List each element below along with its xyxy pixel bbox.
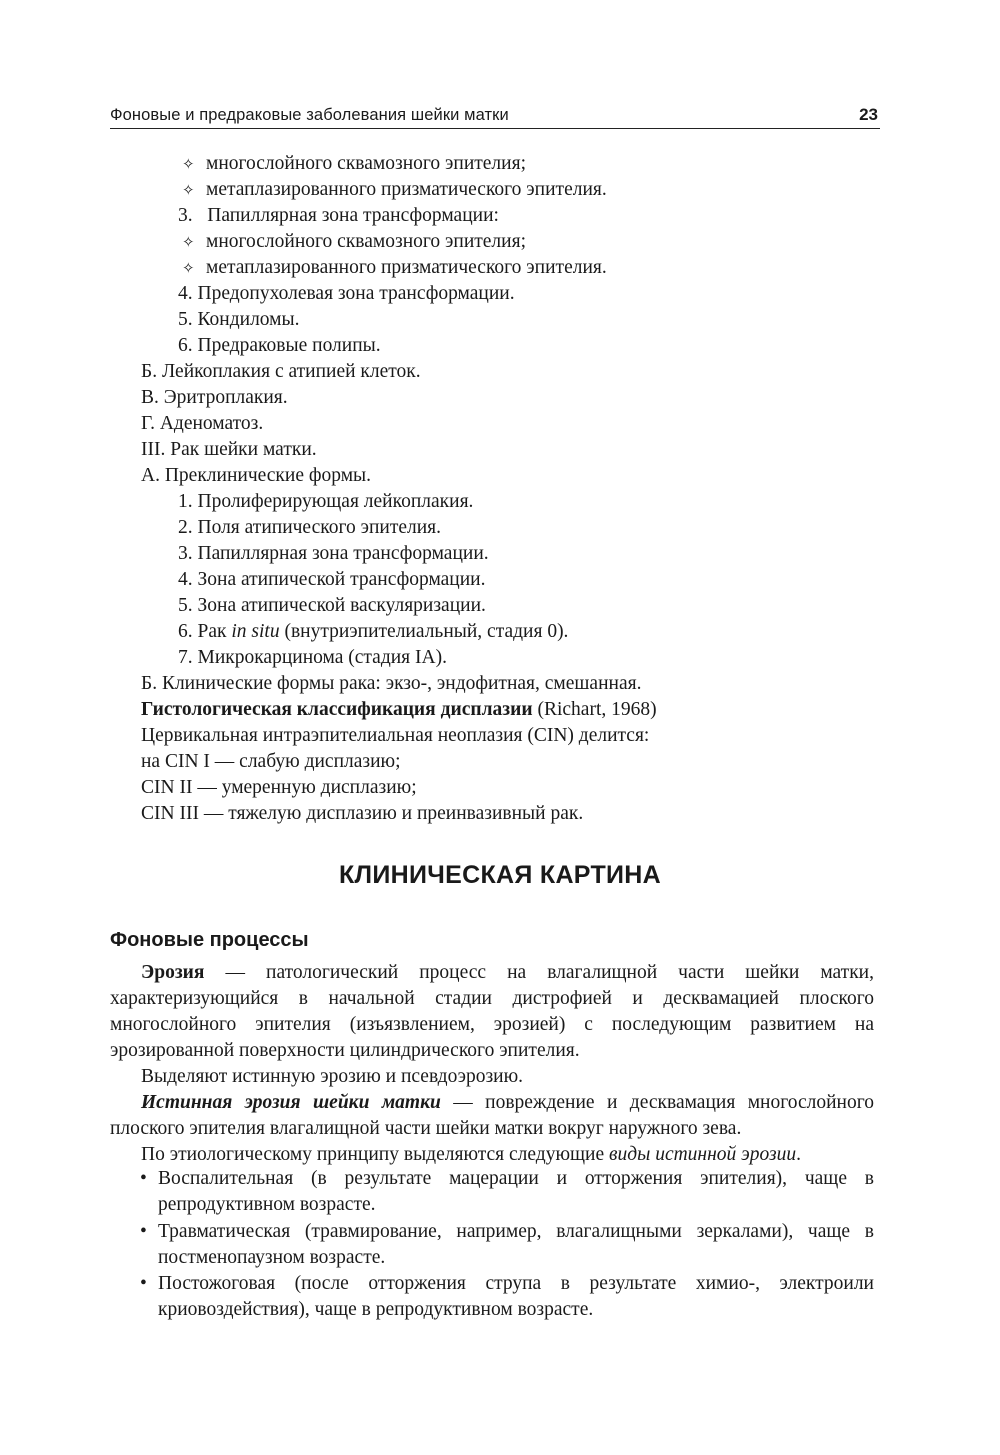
list-item: III. Рак шейки матки. [141, 439, 317, 460]
erosion-types-list [110, 1166, 874, 1324]
list-item: А. Преклинические формы. [141, 465, 372, 486]
cin-line: CIN II — умеренную дисплазию; [141, 777, 417, 798]
list-item: • Травматическая (травмирование, например, влагалищными зеркалами), чаще в постменопаузном возрасте. [140, 1220, 874, 1268]
bullet-icon: • [140, 1220, 147, 1242]
bullet-icon: • [140, 1168, 147, 1189]
diamond-bullet-icon: ✧ [182, 259, 195, 277]
list-item: • Воспалительная (в результате мацерации и отторжения эпителия), чаще в репродуктивном возрасте. [140, 1168, 874, 1215]
list-item: ✧ многослойного сквамозного эпителия; [182, 231, 526, 252]
list-item: 7. Микрокарцинома (стадия IA). [178, 647, 447, 668]
list-item: 4. Зона атипической трансформации. [178, 569, 486, 590]
subsection-heading: Фоновые процессы [110, 929, 309, 951]
cin-line: CIN III — тяжелую дисплазию и преинвазивный рак. [141, 803, 584, 824]
paragraph-erosion: Эрозия — патологический процесс на влагалищной части шейки матки, характеризующийся в начальной стадии дистрофией и десквамацией плоского многослойного эпителия (изъязвлением, эрозией) с последующим развитием на эрозированной поверхности цилиндрического эпителия. [110, 962, 874, 1061]
histology-classification-title: Гистологическая классификация дисплазии (Richart, 1968) [141, 699, 657, 720]
list-item: 6. Предраковые полипы. [178, 335, 381, 356]
page-number: 23 [859, 105, 878, 124]
list-item: Г. Аденоматоз. [141, 413, 264, 434]
diamond-bullet-icon: ✧ [182, 155, 195, 173]
list-item: 6. Рак in situ (внутриэпителиальный, стадия 0). [178, 621, 569, 642]
bullet-icon: • [140, 1273, 147, 1294]
section-heading: КЛИНИЧЕСКАЯ КАРТИНА [338, 861, 662, 889]
list-item: ✧ метаплазированного призматического эпителия. [182, 179, 607, 200]
diamond-bullet-icon: ✧ [182, 181, 195, 199]
list-item: 2. Поля атипического эпителия. [178, 517, 442, 538]
diamond-bullet-icon: ✧ [182, 233, 195, 251]
paragraph-true-erosion: Истинная эрозия шейки матки — повреждение и десквамация многослойного плоского эпителия влагалищной части шейки матки вокруг наружного зева. [110, 1092, 875, 1139]
list-item: 3. Папиллярная зона трансформации. [178, 543, 489, 564]
paragraph-erosion-types: Выделяют истинную эрозию и псевдоэрозию. [141, 1066, 524, 1087]
cin-line: Цервикальная интраэпителиальная неоплазия (CIN) делится: [141, 725, 650, 746]
list-item: 5. Кондиломы. [178, 309, 300, 330]
list-item: 1. Пролиферирующая лейкоплакия. [178, 491, 474, 512]
list-item: Б. Лейкоплакия с атипией клеток. [141, 361, 421, 382]
paragraph-etiology: По этиологическому принципу выделяются следующие виды истинной эрозии. [141, 1144, 801, 1165]
list-item: ✧ многослойного сквамозного эпителия; [182, 153, 526, 174]
list-item: • Постожоговая (после отторжения струпа в результате химио-, электроили криовоздействия), чаще в репродуктивном возрасте. [140, 1273, 874, 1320]
running-header [110, 104, 880, 129]
list-item: ✧ метаплазированного призматического эпителия. [182, 257, 607, 278]
list-item: Б. Клинические формы рака: экзо-, эндофитная, смешанная. [141, 673, 642, 694]
list-item: 3. Папиллярная зона трансформации: [178, 205, 499, 226]
list-item: 4. Предопухолевая зона трансформации. [178, 283, 515, 304]
list-item: 5. Зона атипической васкуляризации. [178, 595, 486, 616]
cin-line: на CIN I — слабую дисплазию; [141, 751, 401, 772]
running-header-title: Фоновые и предраковые заболевания шейки матки [110, 106, 509, 124]
list-item: В. Эритроплакия. [141, 387, 288, 408]
